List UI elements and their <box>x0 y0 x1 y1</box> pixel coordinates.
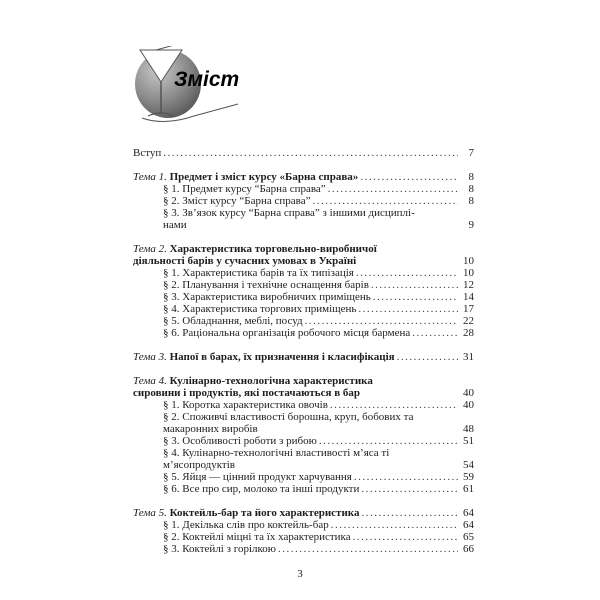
toc-topic-3[interactable]: Тема 3. Напої в барах, їх призначення і класифікація ..... 31 <box>133 351 474 363</box>
toc-section[interactable]: § 1. Коротка характеристика овочів ..... 40 <box>133 399 474 411</box>
toc-section[interactable]: § 6. Все про сир, молоко та інші продукти ..... 61 <box>133 483 474 495</box>
toc-section[interactable]: § 3. Зв’язок курсу “Барна справа” з іншими дисциплі- нами 9 <box>163 207 474 231</box>
toc-section[interactable]: § 1. Предмет курсу “Барна справа” ..... 8 <box>133 183 474 195</box>
page-number: 3 <box>297 568 303 580</box>
toc-intro-label: Вступ <box>133 147 162 159</box>
topic-label: Тема 3. <box>133 351 167 363</box>
toc-section[interactable]: § 1. Декілька слів про коктейль-бар ..... 64 <box>133 519 474 531</box>
toc-section[interactable]: § 3. Коктейлі з горілкою ..... 66 <box>133 543 474 555</box>
topic-label: Тема 2. <box>133 243 167 255</box>
toc-topic-1[interactable] <box>133 171 474 183</box>
topic-page: 64 <box>463 507 474 519</box>
toc-section[interactable]: § 2. Зміст курсу “Барна справа” ..... 8 <box>133 195 474 207</box>
toc-intro-page: 7 <box>468 147 474 159</box>
toc-section[interactable]: § 4. Кулінарно-технологічні властивості м’яса ті м’ясопродуктів 54 <box>163 447 474 471</box>
toc-section[interactable]: § 3. Характеристика виробничих приміщень ..... 14 <box>133 291 474 303</box>
toc-section[interactable]: § 2. Споживчі властивості борошна, круп, бобових та макаронних виробів 48 <box>163 411 474 435</box>
toc-section[interactable]: § 5. Обладнання, меблі, посуд ..... 22 <box>133 315 474 327</box>
toc-intro[interactable] <box>133 147 474 159</box>
topic-label: Тема 5. <box>133 507 167 519</box>
page-title: Зміст <box>174 68 240 91</box>
toc-section[interactable]: § 5. Яйця — цінний продукт харчування ..... 59 <box>133 471 474 483</box>
topic-label: Тема 4. <box>133 375 167 387</box>
topic-page: 10 <box>463 255 474 267</box>
header-logo <box>134 46 244 124</box>
toc-topic-5[interactable]: Тема 5. Коктейль-бар та його характеристика ..... 64 <box>133 507 474 519</box>
topic-page: 40 <box>463 387 474 399</box>
toc-section[interactable]: § 6. Раціональна організація робочого місця бармена ..... 28 <box>133 327 474 339</box>
topic-title: Предмет і зміст курсу «Барна справа» <box>169 171 359 183</box>
toc-section[interactable]: § 3. Особливості роботи з рибою ..... 51 <box>133 435 474 447</box>
topic-page: 31 <box>463 351 474 363</box>
toc-section[interactable]: § 4. Характеристика торгових приміщень ..... 17 <box>133 303 474 315</box>
table-of-contents <box>133 147 474 555</box>
toc-section[interactable]: § 2. Планування і технічне оснащення барів ..... 12 <box>133 279 474 291</box>
toc-topic-2[interactable]: Тема 2. Характеристика торговельно-виробничої діяльності барів у сучасних умовах в Україні 10 <box>133 243 474 267</box>
toc-section[interactable]: § 1. Характеристика барів та їх типізація ..... 10 <box>133 267 474 279</box>
topic-page: 8 <box>468 171 474 183</box>
toc-section[interactable]: § 2. Коктейлі міцні та їх характеристика ..... 65 <box>133 531 474 543</box>
topic-label: Тема 1. <box>133 171 167 183</box>
toc-topic-4[interactable]: Тема 4. Кулінарно-технологічна характеристика сировини і продуктів, які постачаються в бар 40 <box>133 375 474 399</box>
